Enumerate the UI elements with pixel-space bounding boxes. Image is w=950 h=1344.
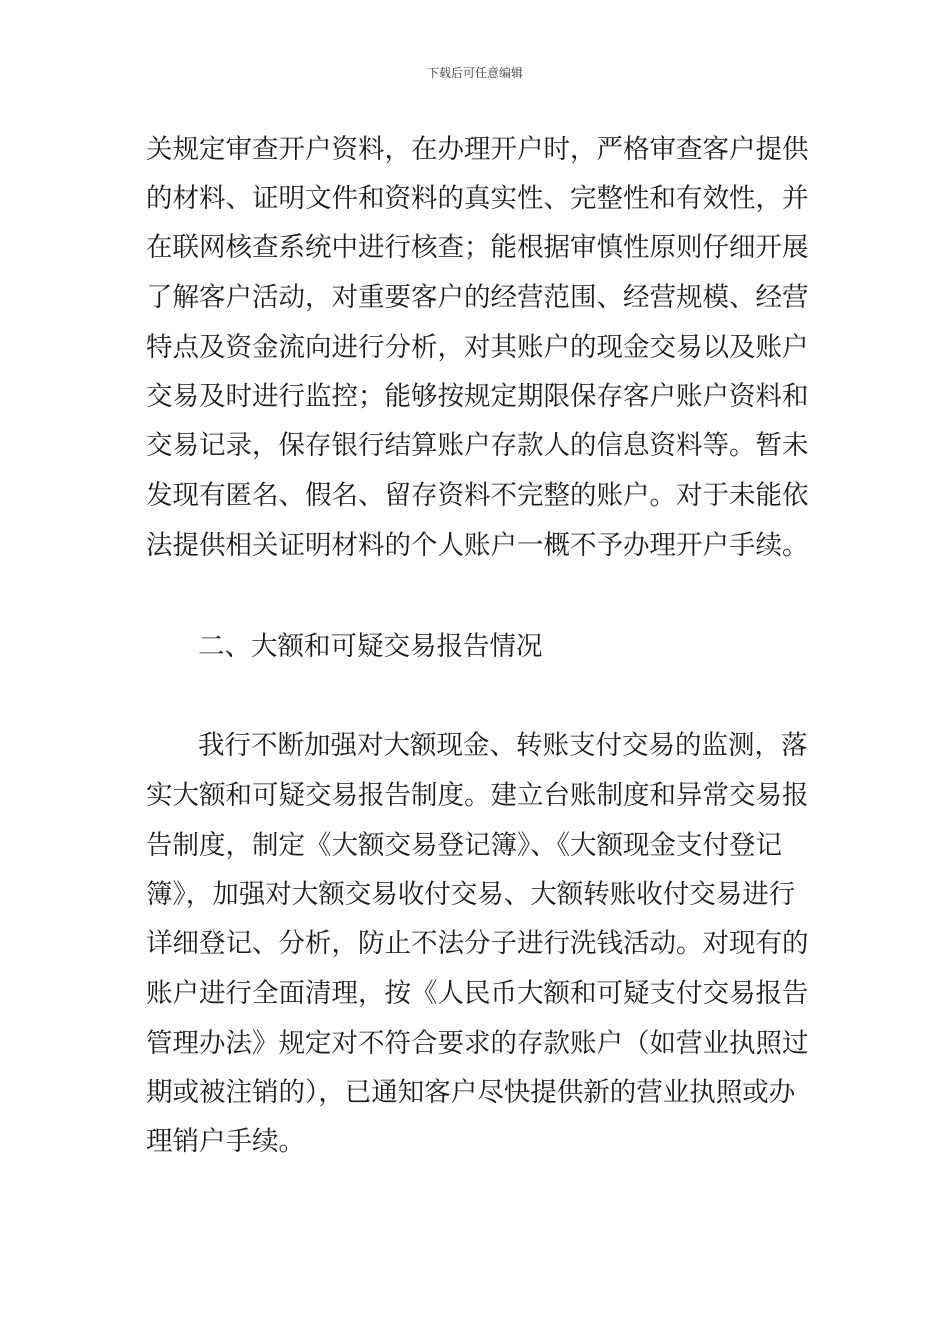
paragraph-line: 交易记录，保存银行结算账户存款人的信息资料等。暂未: [146, 430, 809, 461]
paragraph-line: 的材料、证明文件和资料的真实性、完整性和有效性，并: [146, 183, 809, 214]
paragraph-line: 实大额和可疑交易报告制度。建立台账制度和异常交易报: [146, 780, 809, 811]
paragraph-line: 簿》，加强对大额交易收付交易、大额转账收付交易进行: [146, 879, 796, 910]
paragraph-line: 关规定审查开户资料，在办理开户时，严格审查客户提供: [146, 134, 809, 165]
paragraph-line: 我行不断加强对大额现金、转账支付交易的监测，落: [198, 730, 808, 761]
paragraph-line: 账户进行全面清理，按《人民币大额和可疑支付交易报告: [146, 978, 809, 1009]
paragraph-line: 在联网核查系统中进行核查；能根据审慎性原则仔细开展: [146, 232, 809, 263]
paragraph-line: 法提供相关证明材料的个人账户一概不予办理开户手续。: [146, 530, 809, 561]
page-header: 下载后可任意编辑: [426, 66, 523, 80]
section-heading: 二、大额和可疑交易报告情况: [198, 631, 543, 662]
paragraph-line: 告制度，制定《大额交易登记簿》、《大额现金支付登记: [146, 830, 782, 861]
paragraph-line: 交易及时进行监控；能够按规定期限保存客户账户资料和: [146, 381, 809, 412]
paragraph-line: 期或被注销的），已通知客户尽快提供新的营业执照或办: [146, 1077, 796, 1108]
paragraph-line: 详细登记、分析，防止不法分子进行洗钱活动。对现有的: [146, 928, 809, 959]
paragraph-line: 了解客户活动，对重要客户的经营范围、经营规模、经营: [146, 282, 809, 313]
paragraph-line: 发现有匿名、假名、留存资料不完整的账户。对于未能依: [146, 480, 809, 511]
paragraph-line: 特点及资金流向进行分析，对其账户的现金交易以及账户: [146, 332, 809, 363]
paragraph-line: 理销户手续。: [146, 1126, 305, 1157]
paragraph-line: 管理办法》规定对不符合要求的存款账户（如营业执照过: [146, 1028, 809, 1059]
